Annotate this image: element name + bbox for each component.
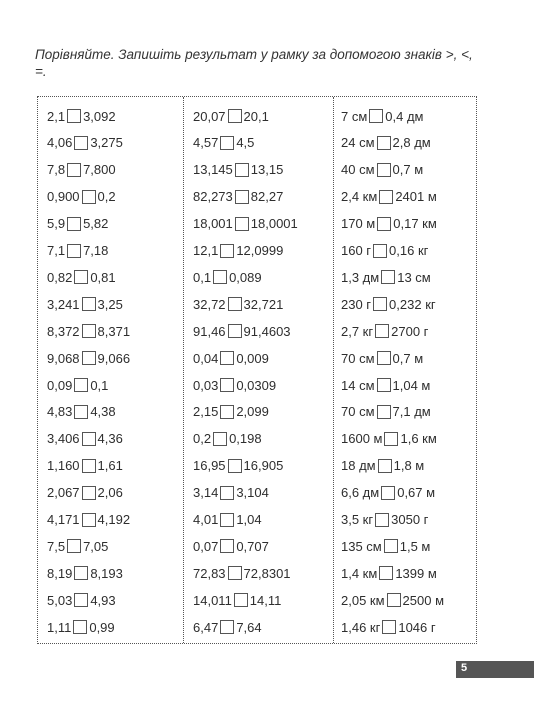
right-value: 0,707 <box>236 538 269 554</box>
left-value: 20,07 <box>193 108 226 124</box>
left-value: 1,160 <box>47 458 80 474</box>
right-value: 7,18 <box>83 243 109 258</box>
comparison-row <box>47 402 116 422</box>
right-value: 4,93 <box>90 592 116 608</box>
answer-box[interactable] <box>82 297 96 311</box>
comparison-row <box>47 133 123 153</box>
comparison-row <box>47 536 108 556</box>
answer-box[interactable] <box>375 513 389 527</box>
comparison-row <box>47 563 123 583</box>
comparison-row <box>341 402 431 422</box>
comparison-row <box>341 321 428 341</box>
comparison-row <box>47 241 108 261</box>
comparison-row <box>193 321 291 341</box>
right-value: 14,11 <box>249 592 282 608</box>
left-value: 7,5 <box>47 538 66 554</box>
answer-box[interactable] <box>67 244 81 258</box>
comparison-row <box>341 241 428 261</box>
left-value: 4,01 <box>193 512 219 527</box>
comparison-row <box>193 267 262 287</box>
right-value: 0,16 кг <box>389 243 429 258</box>
answer-box[interactable] <box>74 405 88 419</box>
comparison-row <box>193 429 262 449</box>
comparison-row <box>193 214 298 234</box>
right-value: 4,38 <box>90 404 116 420</box>
right-value: 0,17 км <box>393 216 437 232</box>
right-value: 12,0999 <box>236 243 284 258</box>
comparison-row <box>341 187 437 207</box>
left-value: 6,6 дм <box>341 485 380 501</box>
comparison-row <box>47 187 116 207</box>
comparison-row <box>193 402 269 422</box>
left-value: 170 м <box>341 216 376 232</box>
left-value: 2,1 <box>47 108 66 124</box>
right-value: 7,05 <box>83 538 109 554</box>
comparison-row <box>193 483 269 503</box>
comparison-row <box>341 106 424 126</box>
left-value: 0,09 <box>47 377 73 393</box>
right-value: 3,25 <box>97 296 123 312</box>
right-value: 7,64 <box>236 619 262 635</box>
answer-box[interactable] <box>73 620 87 634</box>
answer-box[interactable] <box>373 297 387 311</box>
answer-box[interactable] <box>74 566 88 580</box>
left-value: 1,46 кг <box>341 619 381 635</box>
left-value: 1,3 дм <box>341 269 380 285</box>
left-value: 0,03 <box>193 377 219 393</box>
left-value: 1,4 км <box>341 565 378 581</box>
answer-box[interactable] <box>381 486 395 500</box>
right-value: 8,371 <box>97 323 131 339</box>
left-value: 135 см <box>341 538 382 554</box>
right-value: 7,1 дм <box>392 404 431 420</box>
comparison-row <box>341 590 444 610</box>
comparison-row <box>341 375 430 395</box>
left-value: 91,46 <box>193 323 226 339</box>
answer-box[interactable] <box>373 244 387 258</box>
left-value: 4,06 <box>47 135 73 151</box>
answer-box[interactable] <box>82 324 96 338</box>
comparison-row <box>193 617 262 637</box>
answer-box[interactable] <box>387 593 401 607</box>
right-value: 0,089 <box>229 269 262 285</box>
comparison-row <box>47 348 130 368</box>
comparison-row <box>47 160 116 180</box>
comparison-row <box>341 456 424 476</box>
answer-box[interactable] <box>377 217 391 231</box>
comparison-row <box>193 187 283 207</box>
answer-box[interactable] <box>228 566 242 580</box>
comparison-row <box>47 590 116 610</box>
answer-box[interactable] <box>74 593 88 607</box>
left-value: 16,95 <box>193 458 226 474</box>
answer-box[interactable] <box>228 297 242 311</box>
left-value: 18,001 <box>193 216 233 232</box>
answer-box[interactable] <box>82 190 96 204</box>
comparison-row <box>341 429 437 449</box>
answer-box[interactable] <box>67 163 81 177</box>
left-value: 18 дм <box>341 458 376 474</box>
right-value: 0,0309 <box>236 377 277 393</box>
answer-box[interactable] <box>82 351 96 365</box>
answer-box[interactable] <box>220 244 234 258</box>
page-number-bar <box>456 661 534 678</box>
answer-box[interactable] <box>82 513 96 527</box>
right-value: 4,192 <box>97 512 131 527</box>
comparison-row <box>341 133 431 153</box>
answer-box[interactable] <box>235 163 249 177</box>
answer-box[interactable] <box>369 109 383 123</box>
left-value: 7 см <box>341 108 368 124</box>
answer-box[interactable] <box>220 378 234 392</box>
answer-box[interactable] <box>377 378 391 392</box>
comparison-row <box>47 510 130 530</box>
right-value: 1,6 км <box>400 431 437 447</box>
answer-box[interactable] <box>220 351 234 365</box>
answer-box[interactable] <box>384 539 398 553</box>
comparison-row <box>193 536 269 556</box>
left-value: 3,406 <box>47 431 80 447</box>
comparison-row <box>341 483 435 503</box>
comparison-row <box>47 617 115 637</box>
answer-box[interactable] <box>378 459 392 473</box>
right-value: 5,82 <box>83 216 109 232</box>
comparison-row <box>47 267 116 287</box>
answer-box[interactable] <box>67 109 81 123</box>
left-value: 4,57 <box>193 135 219 151</box>
left-value: 12,1 <box>193 243 219 258</box>
left-value: 1600 м <box>341 431 383 447</box>
answer-box[interactable] <box>228 324 242 338</box>
right-value: 13,15 <box>250 162 284 178</box>
right-value: 91,4603 <box>243 323 291 339</box>
answer-box[interactable] <box>213 270 227 284</box>
answer-box[interactable] <box>220 539 234 553</box>
answer-box[interactable] <box>220 513 234 527</box>
left-value: 72,83 <box>193 565 226 581</box>
left-value: 0,2 <box>193 431 212 447</box>
answer-box[interactable] <box>375 324 389 338</box>
left-value: 0,82 <box>47 269 73 285</box>
right-value: 2700 г <box>391 323 429 339</box>
comparison-row <box>47 294 123 314</box>
right-value: 1,61 <box>97 458 123 474</box>
answer-box[interactable] <box>384 432 398 446</box>
comparison-row <box>341 294 436 314</box>
left-value: 3,14 <box>193 485 219 501</box>
right-value: 1,04 <box>236 512 262 527</box>
left-value: 9,068 <box>47 350 80 366</box>
column-1 <box>38 97 184 643</box>
left-value: 2,15 <box>193 404 219 420</box>
answer-box[interactable] <box>377 351 391 365</box>
comparison-row <box>47 321 130 341</box>
comparison-row <box>47 375 108 395</box>
right-value: 3,104 <box>236 485 269 501</box>
answer-box[interactable] <box>379 566 393 580</box>
answer-box[interactable] <box>74 270 88 284</box>
left-value: 230 г <box>341 296 372 312</box>
left-value: 1,11 <box>47 619 72 635</box>
comparison-row <box>193 294 283 314</box>
answer-box[interactable] <box>235 217 249 231</box>
comparison-row <box>47 456 123 476</box>
answer-box[interactable] <box>82 459 96 473</box>
answer-box[interactable] <box>220 405 234 419</box>
right-value: 2,099 <box>236 404 269 420</box>
left-value: 24 см <box>341 135 375 151</box>
left-value: 13,145 <box>193 162 233 178</box>
comparison-row <box>341 160 423 180</box>
answer-box[interactable] <box>67 539 81 553</box>
answer-box[interactable] <box>220 136 234 150</box>
right-value: 20,1 <box>243 108 269 124</box>
left-value: 14 см <box>341 377 375 393</box>
left-value: 8,372 <box>47 323 80 339</box>
right-value: 1,5 м <box>399 538 431 554</box>
left-value: 6,47 <box>193 619 219 635</box>
right-value: 0,81 <box>90 269 116 285</box>
comparison-row <box>341 348 423 368</box>
left-value: 160 г <box>341 243 372 258</box>
right-value: 0,4 дм <box>385 108 424 124</box>
comparison-row <box>341 617 436 637</box>
answer-box[interactable] <box>377 163 391 177</box>
comparison-row <box>341 510 428 530</box>
comparison-row <box>193 241 283 261</box>
answer-box[interactable] <box>377 136 391 150</box>
right-value: 3,092 <box>83 108 116 124</box>
comparison-row <box>193 563 291 583</box>
answer-box[interactable] <box>228 459 242 473</box>
comparison-row <box>193 375 276 395</box>
right-value: 0,7 м <box>392 350 424 366</box>
right-value: 1,8 м <box>393 458 425 474</box>
right-value: 0,7 м <box>392 162 424 178</box>
comparison-row <box>341 214 437 234</box>
right-value: 2500 м <box>402 592 445 608</box>
comparison-row <box>193 106 269 126</box>
right-value: 2,8 дм <box>392 135 431 151</box>
answer-box[interactable] <box>74 378 88 392</box>
left-value: 3,241 <box>47 296 80 312</box>
right-value: 0,67 м <box>397 485 436 501</box>
column-2 <box>184 97 334 643</box>
right-value: 13 см <box>397 269 431 285</box>
answer-box[interactable] <box>235 190 249 204</box>
right-value: 1399 м <box>395 565 437 581</box>
comparison-row <box>47 483 123 503</box>
answer-box[interactable] <box>228 109 242 123</box>
answer-box[interactable] <box>382 620 396 634</box>
right-value: 72,8301 <box>243 565 291 581</box>
comparison-row <box>47 106 116 126</box>
left-value: 2,067 <box>47 485 80 501</box>
left-value: 0,900 <box>47 189 80 205</box>
comparison-row <box>193 160 283 180</box>
comparison-row <box>193 510 262 530</box>
right-value: 0,198 <box>229 431 262 447</box>
right-value: 0,99 <box>89 619 115 635</box>
answer-box[interactable] <box>213 432 227 446</box>
right-value: 4,36 <box>97 431 123 447</box>
answer-box[interactable] <box>67 217 81 231</box>
left-value: 5,9 <box>47 216 66 232</box>
answer-box[interactable] <box>220 620 234 634</box>
right-value: 0,1 <box>90 377 109 393</box>
right-value: 82,27 <box>250 189 284 205</box>
right-value: 1046 г <box>398 619 436 635</box>
page-number: 5 <box>461 662 468 674</box>
right-value: 8,193 <box>90 565 123 581</box>
exercise-grid <box>37 96 477 644</box>
right-value: 0,009 <box>236 350 269 366</box>
left-value: 2,7 кг <box>341 323 374 339</box>
left-value: 40 см <box>341 162 375 178</box>
comparison-row <box>193 133 254 153</box>
left-value: 4,83 <box>47 404 73 420</box>
answer-box[interactable] <box>377 405 391 419</box>
right-value: 3050 г <box>391 512 429 527</box>
left-value: 0,07 <box>193 538 219 554</box>
comparison-row <box>341 267 431 287</box>
comparison-row <box>193 456 283 476</box>
right-value: 16,905 <box>243 458 284 474</box>
right-value: 0,2 <box>97 189 116 205</box>
comparison-row <box>341 563 437 583</box>
comparison-row <box>193 590 281 610</box>
left-value: 7,8 <box>47 162 66 178</box>
answer-box[interactable] <box>82 486 96 500</box>
right-value: 2401 м <box>395 189 437 205</box>
answer-box[interactable] <box>74 136 88 150</box>
left-value: 7,1 <box>47 243 66 258</box>
right-value: 32,721 <box>243 296 284 312</box>
left-value: 2,05 км <box>341 592 385 608</box>
right-value: 0,232 кг <box>389 296 436 312</box>
instructions: Порівняйте. Запишіть результат у рамку за допомогою знаків >, <, =. <box>35 47 473 79</box>
left-value: 8,19 <box>47 565 73 581</box>
left-value: 82,273 <box>193 189 233 205</box>
answer-box[interactable] <box>381 270 395 284</box>
comparison-row <box>47 214 108 234</box>
right-value: 7,800 <box>83 162 116 178</box>
left-value: 3,5 кг <box>341 512 374 527</box>
right-value: 2,06 <box>97 485 123 501</box>
left-value: 4,171 <box>47 512 80 527</box>
left-value: 0,1 <box>193 269 212 285</box>
answer-box[interactable] <box>220 486 234 500</box>
comparison-row <box>341 536 430 556</box>
right-value: 3,275 <box>90 135 123 151</box>
answer-box[interactable] <box>82 432 96 446</box>
right-value: 18,0001 <box>250 216 298 232</box>
answer-box[interactable] <box>379 190 393 204</box>
comparison-row <box>47 429 123 449</box>
column-3 <box>334 97 478 643</box>
right-value: 1,04 м <box>392 377 431 393</box>
right-value: 9,066 <box>97 350 131 366</box>
left-value: 14,011 <box>193 592 232 608</box>
left-value: 70 см <box>341 404 375 420</box>
left-value: 5,03 <box>47 592 73 608</box>
left-value: 0,04 <box>193 350 219 366</box>
left-value: 32,72 <box>193 296 226 312</box>
comparison-row <box>193 348 269 368</box>
right-value: 4,5 <box>236 135 255 151</box>
left-value: 2,4 км <box>341 189 378 205</box>
left-value: 70 см <box>341 350 375 366</box>
answer-box[interactable] <box>234 593 248 607</box>
